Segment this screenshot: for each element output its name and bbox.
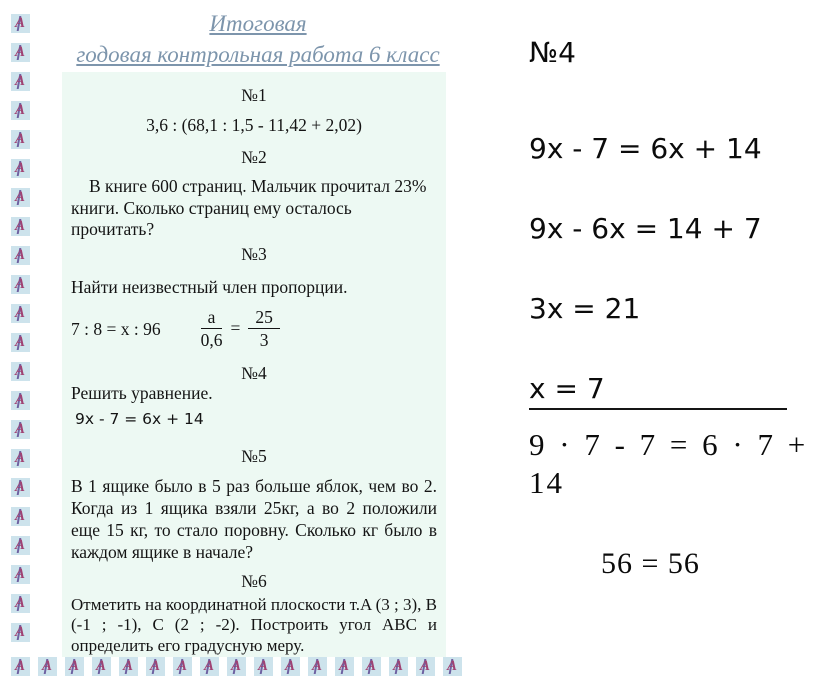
tile-letter: А — [42, 658, 53, 674]
ia-monogram-tile — [335, 657, 354, 676]
fraction-right-denominator: 3 — [259, 330, 269, 350]
left-tile-border — [11, 14, 30, 642]
tile-letter: А — [15, 595, 26, 611]
ia-monogram-tile — [11, 246, 30, 265]
tile-letter: А — [15, 218, 26, 234]
ia-monogram-tile — [11, 623, 30, 642]
problem4-number: №4 — [241, 362, 267, 383]
ia-monogram-tile — [11, 507, 30, 526]
ia-monogram-tile — [11, 362, 30, 381]
tile-letter: А — [15, 73, 26, 89]
fraction-right — [248, 307, 280, 350]
solution-result: 56 = 56 — [601, 547, 700, 580]
problem5-text: В 1 ящике было в 5 раз больше яблок, чем во 2. Когда из 1 ящика взяли 25кг, а во 2 положили еще 15 кг, то стало поровну. Сколько кг было в каждом ящике в начале? — [71, 475, 437, 562]
tile-letter: А — [150, 658, 161, 674]
ia-monogram-tile — [11, 14, 30, 33]
ia-monogram-tile — [254, 657, 273, 676]
ia-monogram-tile — [11, 43, 30, 62]
ia-monogram-tile — [389, 657, 408, 676]
tile-letter: А — [15, 508, 26, 524]
solution-step-3: 3x = 21 — [529, 292, 641, 325]
ia-monogram-tile — [11, 449, 30, 468]
tile-letter: А — [15, 131, 26, 147]
worksheet-title — [60, 8, 456, 70]
ia-monogram-tile — [11, 304, 30, 323]
problem6-number: №6 — [241, 570, 267, 591]
tile-letter: А — [96, 658, 107, 674]
tile-letter: А — [231, 658, 242, 674]
ia-monogram-tile — [11, 101, 30, 120]
ia-monogram-tile — [11, 72, 30, 91]
ia-monogram-tile — [92, 657, 111, 676]
tile-letter: А — [15, 102, 26, 118]
tile-letter: А — [15, 537, 26, 553]
tile-letter: А — [366, 658, 377, 674]
tile-letter: А — [285, 658, 296, 674]
tile-letter: А — [204, 658, 215, 674]
ia-monogram-tile — [308, 657, 327, 676]
ia-monogram-tile — [227, 657, 246, 676]
ia-monogram-tile — [11, 159, 30, 178]
ia-monogram-tile — [11, 565, 30, 584]
ia-monogram-tile — [65, 657, 84, 676]
problem3-fraction-equation — [201, 307, 280, 350]
tile-letter: А — [312, 658, 323, 674]
problem3-proportion: 7 : 8 = x : 96 — [71, 318, 161, 339]
problem3-task: Найти неизвестный член пропорции. — [71, 276, 348, 297]
tile-letter: А — [15, 392, 26, 408]
problem5-number: №5 — [241, 445, 267, 466]
problem4-task: Решить уравнение. — [71, 382, 213, 403]
tile-letter: А — [15, 15, 26, 31]
ia-monogram-tile — [11, 333, 30, 352]
solution-step-1: 9x - 7 = 6x + 14 — [529, 132, 762, 165]
tile-letter: А — [177, 658, 188, 674]
tile-letter: А — [15, 334, 26, 350]
solution-heading: №4 — [529, 36, 576, 69]
tile-letter: А — [15, 276, 26, 292]
tile-letter: А — [15, 189, 26, 205]
ia-monogram-tile — [173, 657, 192, 676]
tile-letter: А — [15, 566, 26, 582]
problem6-text: Отметить на координатной плоскости т.A (3 ; 3), B (-1 ; -1), C (2 ; -2). Построить угол ABC и определить его градусную меру. — [71, 594, 437, 655]
ia-monogram-tile — [11, 657, 30, 676]
tile-letter: А — [69, 658, 80, 674]
solution-panel — [529, 36, 814, 582]
problem3-number: №3 — [241, 243, 267, 264]
tile-letter: А — [123, 658, 134, 674]
tile-letter: А — [15, 363, 26, 379]
ia-monogram-tile — [416, 657, 435, 676]
ia-monogram-tile — [146, 657, 165, 676]
solution-step-4: x = 7 — [529, 372, 605, 405]
fraction-left — [201, 307, 223, 350]
problem1-number: №1 — [241, 85, 267, 105]
ia-monogram-tile — [11, 275, 30, 294]
tile-letter: А — [15, 624, 26, 640]
ia-monogram-tile — [11, 217, 30, 236]
tile-letter: А — [447, 658, 458, 674]
ia-monogram-tile — [362, 657, 381, 676]
tile-letter: А — [15, 658, 26, 674]
tile-letter: А — [15, 479, 26, 495]
tile-letter: А — [15, 44, 26, 60]
ia-monogram-tile — [200, 657, 219, 676]
problem3-equations — [71, 307, 437, 351]
fraction-left-denominator: 0,6 — [200, 330, 223, 350]
fraction-right-numerator: 25 — [248, 307, 280, 329]
ia-monogram-tile — [443, 657, 462, 676]
problem2-number: №2 — [241, 147, 267, 167]
fraction-equals-sign: = — [230, 318, 241, 338]
tile-letter: А — [15, 421, 26, 437]
tile-letter: А — [15, 450, 26, 466]
ia-monogram-tile — [119, 657, 138, 676]
ia-monogram-tile — [11, 391, 30, 410]
title-line2: годовая контрольная работа 6 класс — [76, 42, 440, 67]
ia-monogram-tile — [11, 594, 30, 613]
title-line1: Итоговая — [209, 11, 307, 36]
ia-monogram-tile — [11, 478, 30, 497]
solution-step-2: 9x - 6x = 14 + 7 — [529, 212, 762, 245]
tile-letter: А — [339, 658, 350, 674]
tile-letter: А — [15, 305, 26, 321]
ia-monogram-tile — [281, 657, 300, 676]
ia-monogram-tile — [38, 657, 57, 676]
solution-check-line: 9 · 7 - 7 = 6 · 7 + 14 — [529, 427, 808, 500]
tile-letter: А — [393, 658, 404, 674]
problem4-equation: 9x - 7 = 6x + 14 — [75, 409, 204, 428]
ia-monogram-tile — [11, 188, 30, 207]
worksheet-panel — [62, 72, 446, 657]
ia-monogram-tile — [11, 536, 30, 555]
tile-letter: А — [258, 658, 269, 674]
tile-letter: А — [15, 247, 26, 263]
solution-underline — [529, 408, 787, 410]
tile-letter: А — [15, 160, 26, 176]
bottom-tile-border — [11, 657, 462, 676]
problem2-text: В книге 600 страниц. Мальчик прочитал 23% книги. Сколько страниц ему осталось прочитать? — [71, 176, 427, 239]
fraction-left-numerator: a — [201, 307, 223, 329]
ia-monogram-tile — [11, 420, 30, 439]
problem1-expression: 3,6 : (68,1 : 1,5 - 11,42 + 2,02) — [146, 115, 362, 135]
tile-letter: А — [420, 658, 431, 674]
ia-monogram-tile — [11, 130, 30, 149]
